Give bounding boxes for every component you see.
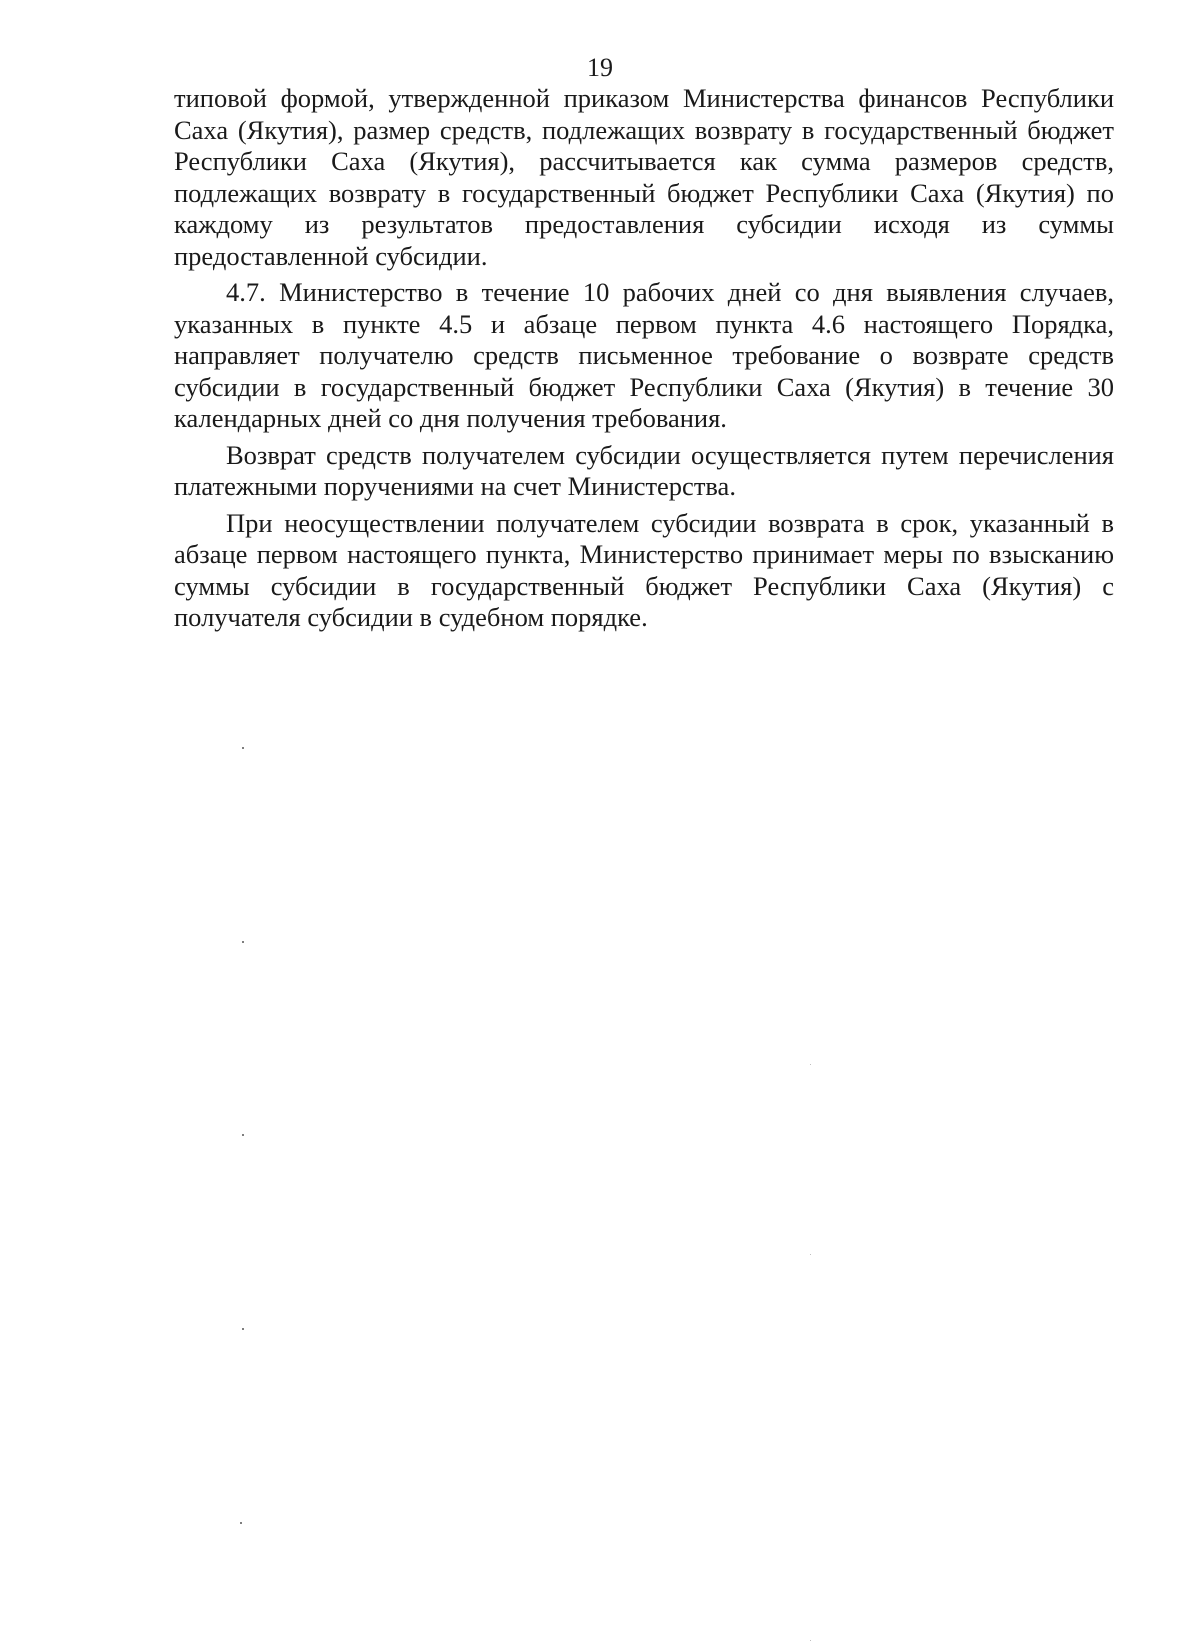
scan-speck	[242, 1328, 244, 1330]
scan-speck	[242, 1134, 244, 1136]
paragraph-continuation: типовой формой, утвержденной приказом Министерства финансов Республики Саха (Якутия), размер средств, подлежащих возврату в государственный бюджет Республики Саха (Якутия), рассчитывается как сумма размеров средств, подлежащих возврату в государственный бюджет Республики Саха (Якутия) по каждому из результатов предоставления субсидии исходя из суммы предоставленной субсидии.	[174, 83, 1114, 271]
scan-speck	[810, 1254, 811, 1255]
paragraph-court-recovery: При неосуществлении получателем субсидии возврата в срок, указанный в абзаце первом настоящего пункта, Министерство принимает меры по взысканию суммы субсидии в государственный бюджет Республики Саха (Якутия) с получателя субсидии в судебном порядке.	[174, 507, 1114, 632]
scan-speck	[242, 747, 244, 749]
scan-speck	[242, 941, 244, 943]
paragraph-4-7: 4.7. Министерство в течение 10 рабочих дней со дня выявления случаев, указанных в пункте 4.5 и абзаце первом пункта 4.6 настоящего Порядка, направляет получателю средств письменное требование о возврате средств субсидии в государственный бюджет Республики Саха (Якутия) в течение 30 календарных дней со дня получения требования.	[174, 277, 1114, 433]
paragraph-return: Возврат средств получателем субсидии осуществляется путем перечисления платежными поручениями на счет Министерства.	[174, 439, 1114, 501]
scan-speck	[810, 1640, 811, 1641]
scan-speck	[240, 1522, 242, 1524]
page-number: 19	[587, 53, 613, 82]
document-body	[174, 83, 1114, 634]
scan-speck	[810, 1064, 811, 1065]
